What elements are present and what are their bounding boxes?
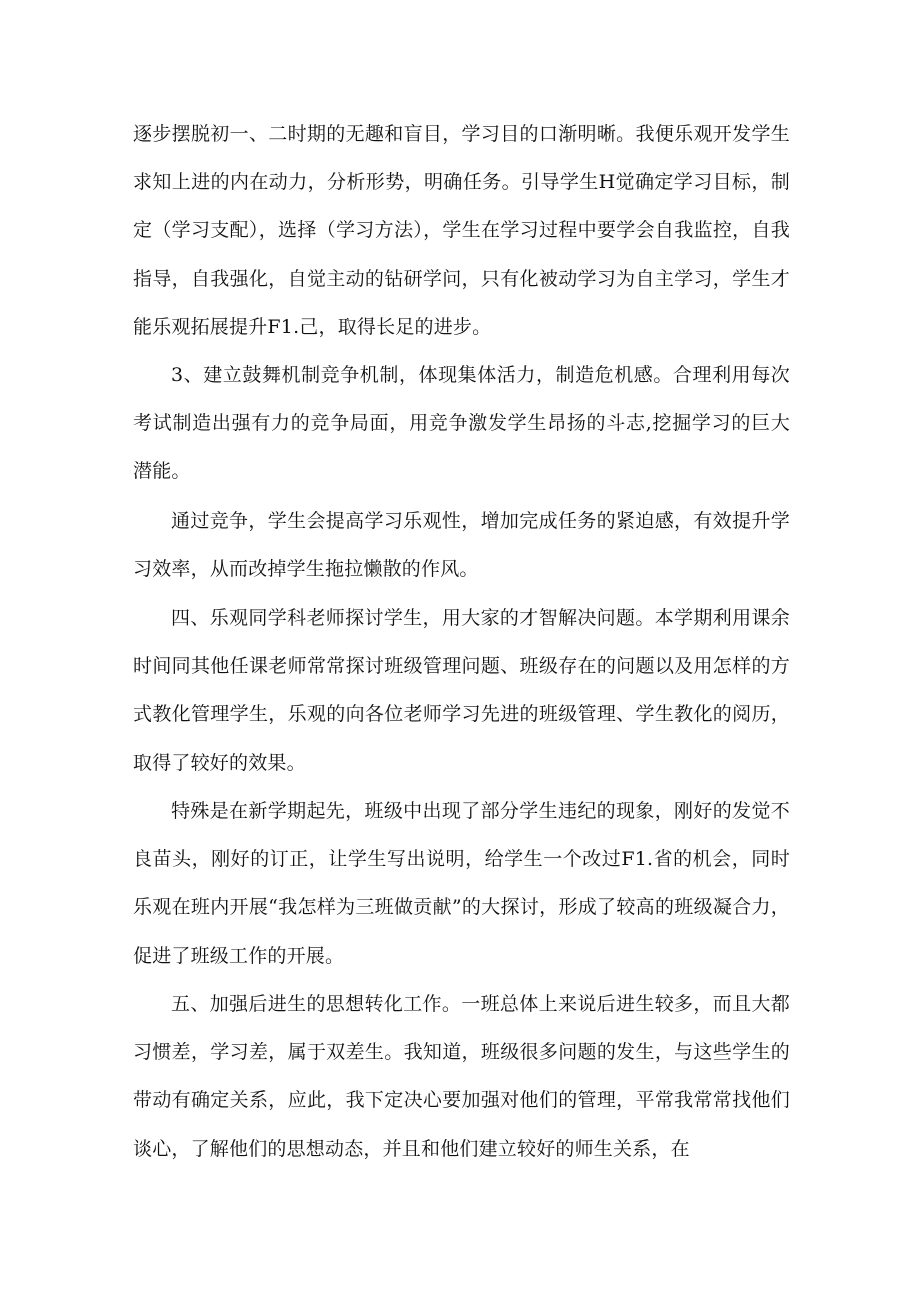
paragraph-6: 五、加强后进生的思想转化工作。一班总体上来说后进生较多，而且大都习惯差，学习差，属于双差生。我知道，班级很多问题的发生，与这些学生的带动有确定关系，应此，我下定决心要加强对他们的管理，平常我常常找他们谈心，了解他们的思想动态，并且和他们建立较好的师生关系，在: [133, 993, 790, 1160]
paragraph-1: 逐步摆脱初一、二时期的无趣和盲目，学习目的口渐明晰。我便乐观开发学生求知上进的内在动力，分析形势，明确任务。引导学生H觉确定学习目标，制定（学习支配），选择（学习方法），学生在学习过程中要学会自我监控，自我指导，自我强化，自觉主动的钻研学问，只有化被动学习为自主学习，学生才能乐观拓展提升F1.己，取得长足的进步。: [133, 123, 790, 338]
paragraph-5: 特殊是在新学期起先，班级中出现了部分学生违纪的现象，刚好的发觉不良苗头，刚好的订正，让学生写出说明，给学生一个改过F1.省的机会，同时乐观在班内开展“我怎样为三班做贡献”的大探讨，形成了较高的班级凝合力，促进了班级工作的开展。: [133, 800, 790, 967]
paragraph-3: 通过竞争，学生会提高学习乐观性，增加完成任务的紧迫感，有效提升学习效率，从而改掉学生拖拉懒散的作风。: [133, 510, 790, 581]
paragraph-4: 四、乐观同学科老师探讨学生，用大家的才智解决问题。本学期利用课余时间同其他任课老师常常探讨班级管理问题、班级存在的问题以及用怎样的方式教化管理学生，乐观的向各位老师学习先进的班级管理、学生教化的阅历，取得了较好的效果。: [133, 607, 790, 774]
paragraph-2: 3、建立鼓舞机制竞争机制，体现集体活力，制造危机感。合理利用每次考试制造出强有力的竞争局面，用竞争激发学生昂扬的斗志,挖掘学习的巨大潜能。: [133, 364, 790, 483]
